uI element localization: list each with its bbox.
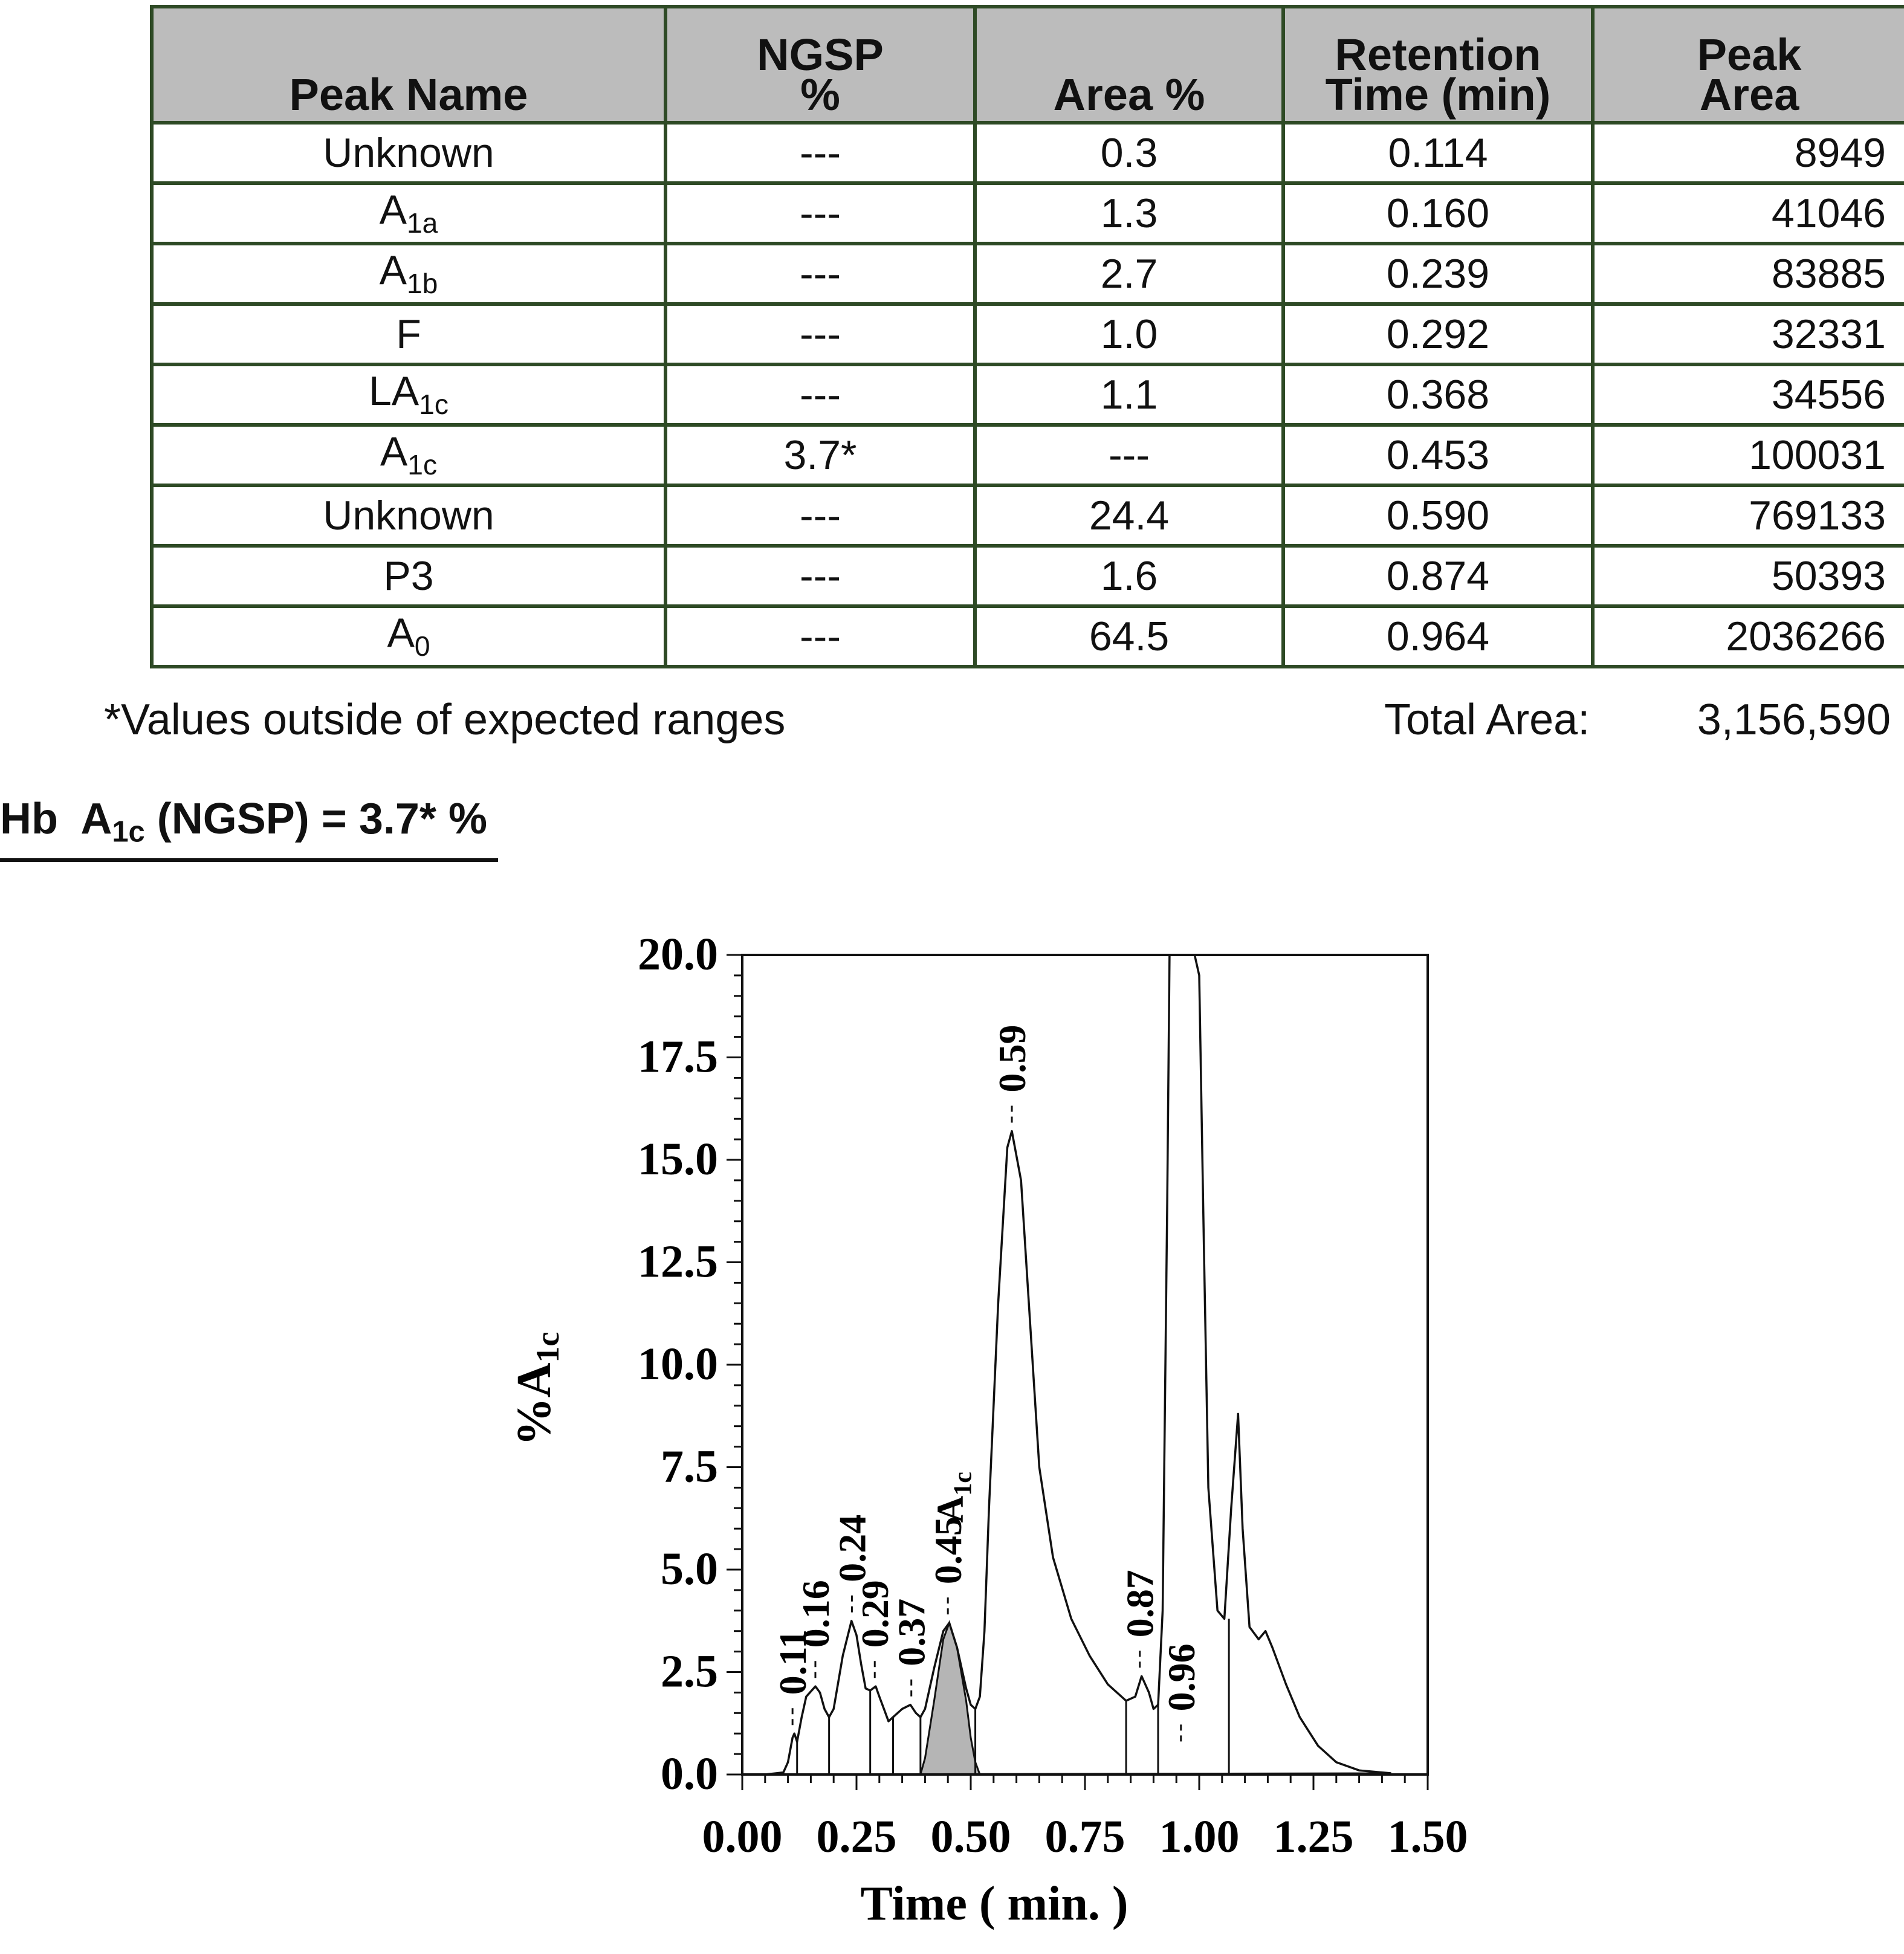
peak-name-subscript: 1c xyxy=(407,449,438,481)
x-tick-label: 0.25 xyxy=(816,1811,897,1862)
x-tick-label: 0.75 xyxy=(1044,1811,1125,1862)
y-tick-label: 17.5 xyxy=(638,1031,718,1082)
peak-label: 0.24 xyxy=(831,1514,874,1582)
peak-name-text: A xyxy=(380,429,408,475)
cell-area-pct: 24.4 xyxy=(975,485,1283,546)
cell-peak-area: 41046 xyxy=(1593,183,1904,244)
table-row xyxy=(152,606,1904,667)
cell-peak-name xyxy=(152,546,665,606)
peak-name-text: A xyxy=(387,610,415,656)
table-row xyxy=(152,364,1904,425)
cell-peak-area: 50393 xyxy=(1593,546,1904,606)
peak-label: 0.45 xyxy=(927,1516,970,1585)
cell-peak-name xyxy=(152,123,665,183)
cell-ngsp: --- xyxy=(665,606,975,667)
y-tick-label: 20.0 xyxy=(638,929,718,980)
hba1c-prefix: Hb A xyxy=(0,795,112,843)
a1c-annotation-sub: 1c xyxy=(949,1472,977,1496)
peak-label: 0.29 xyxy=(853,1580,897,1648)
cell-peak-name xyxy=(152,425,665,485)
cell-peak-name xyxy=(152,304,665,364)
cell-retention-time: 0.292 xyxy=(1283,304,1593,364)
y-tick-label: 15.0 xyxy=(638,1134,718,1185)
cell-peak-area: 100031 xyxy=(1593,425,1904,485)
table-row xyxy=(152,485,1904,546)
peak-label: 0.16 xyxy=(794,1580,837,1648)
peak-label: 0.37 xyxy=(890,1598,933,1666)
cell-area-pct: --- xyxy=(975,425,1283,485)
cell-ngsp: --- xyxy=(665,244,975,304)
cell-peak-area: 2036266 xyxy=(1593,606,1904,667)
cell-peak-area: 32331 xyxy=(1593,304,1904,364)
peak-name-subscript: 1c xyxy=(419,389,449,421)
y-tick-label: 2.5 xyxy=(661,1646,718,1697)
cell-peak-name xyxy=(152,364,665,425)
y-tick-label: 12.5 xyxy=(638,1236,718,1287)
table-row xyxy=(152,304,1904,364)
cell-retention-time: 0.160 xyxy=(1283,183,1593,244)
header-row xyxy=(152,7,1904,123)
col-header-peak-area: Peak Area xyxy=(1593,7,1904,123)
peak-name-text: P3 xyxy=(383,553,434,599)
table-row xyxy=(152,425,1904,485)
x-tick-label: 0.50 xyxy=(930,1811,1011,1862)
cell-retention-time: 0.368 xyxy=(1283,364,1593,425)
a1c-annotation xyxy=(930,1472,977,1522)
chromatogram-trace xyxy=(742,955,1391,1774)
y-axis-title-main: %A xyxy=(508,1362,561,1446)
table-row xyxy=(152,546,1904,606)
peak-name-text: Unknown xyxy=(323,130,494,176)
peak-label: 0.11 xyxy=(771,1629,815,1695)
table-row xyxy=(152,183,1904,244)
peak-name-text: A xyxy=(379,247,407,294)
y-axis-title xyxy=(508,1332,566,1446)
cell-area-pct: 0.3 xyxy=(975,123,1283,183)
y-tick-label: 7.5 xyxy=(661,1441,718,1492)
cell-peak-name xyxy=(152,485,665,546)
cell-retention-time: 0.590 xyxy=(1283,485,1593,546)
cell-area-pct: 64.5 xyxy=(975,606,1283,667)
a1c-annotation-main: A xyxy=(930,1495,971,1523)
total-area-value: 3,156,590 xyxy=(1697,696,1891,744)
peak-name-subscript: 0 xyxy=(414,630,430,662)
y-tick-label: 5.0 xyxy=(661,1544,718,1594)
cell-peak-area: 34556 xyxy=(1593,364,1904,425)
table-row xyxy=(152,244,1904,304)
peak-table xyxy=(150,5,1904,668)
cell-area-pct: 1.1 xyxy=(975,364,1283,425)
cell-retention-time: 0.964 xyxy=(1283,606,1593,667)
cell-retention-time: 0.874 xyxy=(1283,546,1593,606)
hba1c-result xyxy=(0,793,498,862)
col-header-peak-name: Peak Name xyxy=(152,7,665,123)
peak-label: 0.96 xyxy=(1159,1643,1203,1712)
hba1c-subscript: 1c xyxy=(112,815,145,849)
col-header-ngsp: NGSP % xyxy=(665,7,975,123)
peak-name-text: LA xyxy=(368,368,419,415)
cell-peak-name xyxy=(152,183,665,244)
cell-area-pct: 1.0 xyxy=(975,304,1283,364)
x-tick-label: 1.25 xyxy=(1273,1811,1354,1862)
table-row xyxy=(152,123,1904,183)
peak-name-subscript: 1a xyxy=(406,207,438,239)
peak-name-text: F xyxy=(396,311,421,357)
cell-ngsp: 3.7* xyxy=(665,425,975,485)
cell-area-pct: 1.3 xyxy=(975,183,1283,244)
hba1c-suffix: (NGSP) = 3.7* % xyxy=(144,795,487,843)
x-tick-label: 1.00 xyxy=(1159,1811,1240,1862)
y-axis-title-sub: 1c xyxy=(529,1331,566,1363)
cell-ngsp: --- xyxy=(665,485,975,546)
y-tick-label: 0.0 xyxy=(661,1749,718,1799)
peak-name-text: A xyxy=(379,187,407,233)
col-header-retention-time: Retention Time (min) xyxy=(1283,7,1593,123)
plot-frame xyxy=(742,955,1428,1774)
cell-retention-time: 0.453 xyxy=(1283,425,1593,485)
peak-name-text: Unknown xyxy=(323,493,494,539)
peak-name-subscript: 1b xyxy=(406,268,438,300)
footnote: *Values outside of expected ranges xyxy=(104,696,786,744)
peak-label: 0.87 xyxy=(1118,1570,1162,1638)
col-header-area-pct: Area % xyxy=(975,7,1283,123)
cell-peak-name xyxy=(152,244,665,304)
cell-ngsp: --- xyxy=(665,183,975,244)
cell-ngsp: --- xyxy=(665,304,975,364)
cell-peak-area: 83885 xyxy=(1593,244,1904,304)
cell-ngsp: --- xyxy=(665,546,975,606)
cell-area-pct: 1.6 xyxy=(975,546,1283,606)
cell-peak-area: 769133 xyxy=(1593,485,1904,546)
total-area-label: Total Area: xyxy=(1384,696,1590,744)
cell-area-pct: 2.7 xyxy=(975,244,1283,304)
cell-ngsp: --- xyxy=(665,123,975,183)
x-tick-label: 1.50 xyxy=(1387,1811,1468,1862)
y-tick-label: 10.0 xyxy=(638,1339,718,1389)
cell-peak-area: 8949 xyxy=(1593,123,1904,183)
chromatogram-chart xyxy=(459,895,1499,1946)
cell-retention-time: 0.114 xyxy=(1283,123,1593,183)
peak-label: 0.59 xyxy=(991,1024,1034,1093)
x-tick-label: 0.00 xyxy=(702,1811,783,1862)
x-axis-title: Time ( min. ) xyxy=(860,1877,1128,1930)
cell-ngsp: --- xyxy=(665,364,975,425)
cell-peak-name xyxy=(152,606,665,667)
cell-retention-time: 0.239 xyxy=(1283,244,1593,304)
